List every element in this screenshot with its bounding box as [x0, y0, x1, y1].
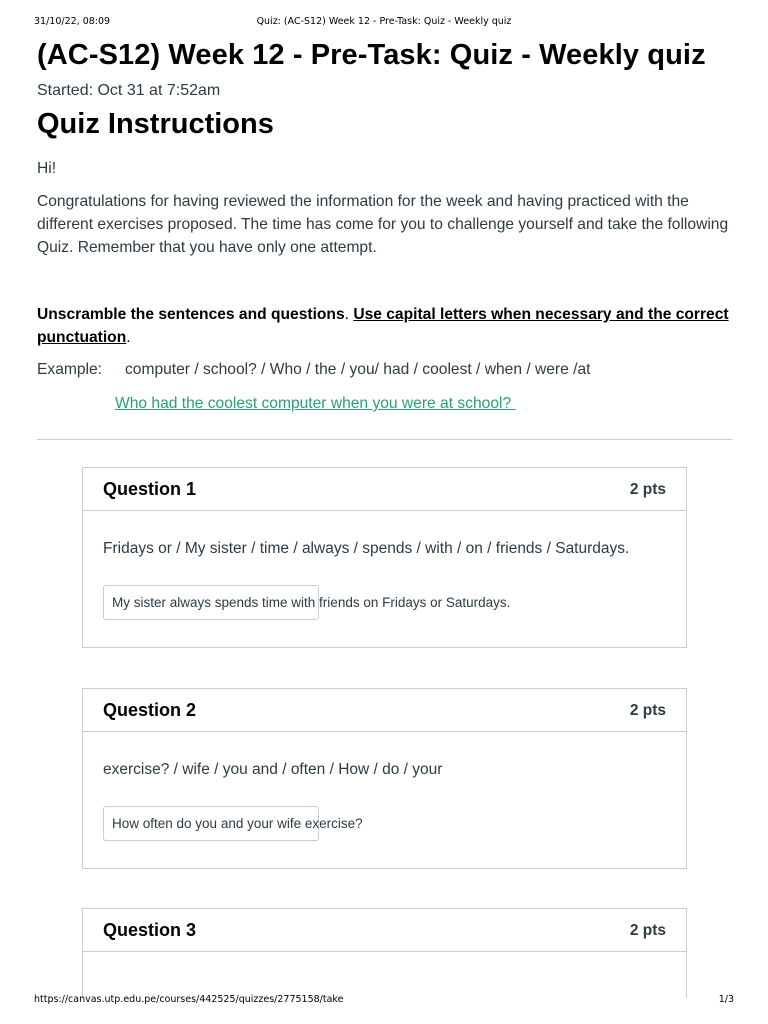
example-words: computer / school? / Who / the / you/ had / coolest / when / were /at — [125, 361, 591, 378]
question-points: 2 pts — [629, 702, 666, 719]
print-document-title: Quiz: (AC-S12) Week 12 - Pre-Task: Quiz - Weekly quiz — [256, 16, 512, 27]
greeting-text: Hi! — [37, 160, 57, 177]
unscramble-instruction — [37, 303, 733, 349]
print-footer — [0, 992, 768, 1008]
print-date: 31/10/22, 08:09 — [34, 16, 111, 27]
quiz-content — [37, 36, 733, 414]
answer-input-question-1[interactable]: My sister always spends time with friends on Fridays or Saturdays. — [103, 585, 319, 620]
question-points: 2 pts — [629, 922, 666, 939]
question-3-card — [82, 908, 687, 998]
question-prompt: Fridays or / My sister / time / always / spends / with / on / friends / Saturdays. — [103, 540, 630, 557]
quiz-started-time: Started: Oct 31 at 7:52am — [37, 82, 221, 99]
question-title: Question 3 — [103, 920, 197, 940]
question-header — [83, 909, 686, 952]
print-url: https://canvas.utp.edu.pe/courses/442525/quizzes/2775158/take — [34, 994, 344, 1005]
section-divider — [37, 439, 732, 440]
answer-input-question-2[interactable]: How often do you and your wife exercise? — [103, 806, 319, 841]
instruction-separator: . — [344, 306, 354, 323]
print-header — [0, 14, 768, 30]
instruction-underlined: Use capital letters when necessary and the correct punctuation — [37, 306, 729, 346]
example-row — [37, 360, 733, 380]
instruction-bold: Unscramble the sentences and questions — [37, 306, 345, 323]
instructions-heading: Quiz Instructions — [37, 108, 274, 140]
question-points: 2 pts — [629, 481, 666, 498]
intro-text: Congratulations for having reviewed the information for the week and having practiced with the different exercises proposed. The time has come for you to challenge yourself and take the following Quiz. Remember that you have only one attempt. — [37, 193, 729, 256]
print-page-number: 1/3 — [718, 994, 734, 1005]
question-1-card — [82, 467, 687, 648]
question-title: Question 2 — [103, 700, 197, 720]
quiz-title: (AC-S12) Week 12 - Pre-Task: Quiz - Weekly quiz — [37, 39, 706, 71]
example-answer: Who had the coolest computer when you were at school? — [115, 395, 516, 412]
question-prompt: exercise? / wife / you and / often / How / do / your — [103, 761, 443, 778]
question-header — [83, 689, 686, 732]
instruction-end: . — [126, 329, 131, 346]
example-label: Example: — [37, 361, 103, 378]
question-title: Question 1 — [103, 479, 197, 499]
question-2-card — [82, 688, 687, 869]
question-header — [83, 468, 686, 511]
